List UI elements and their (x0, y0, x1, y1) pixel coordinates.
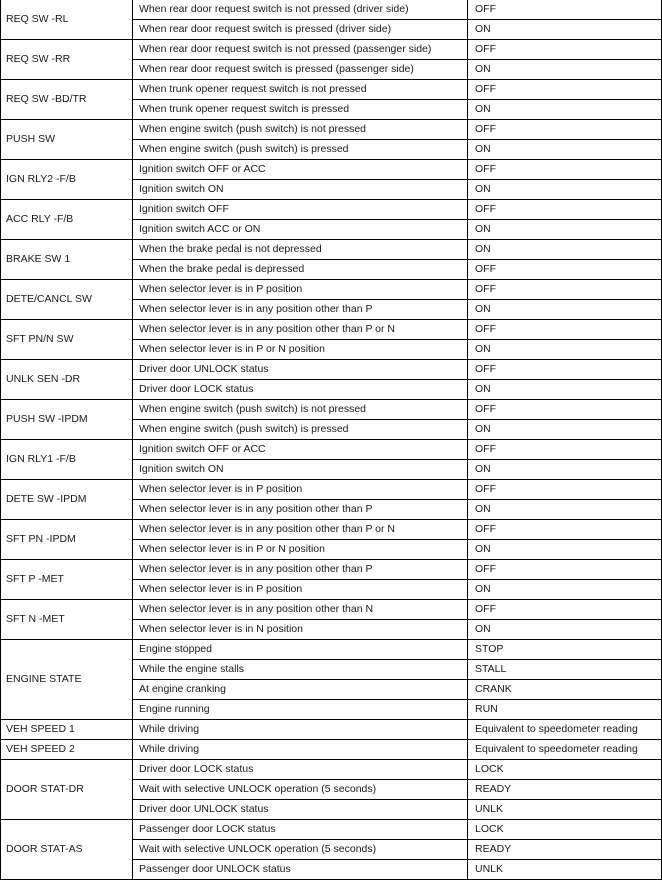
monitor-condition: When selector lever is in P position (133, 280, 468, 300)
monitor-value: ON (468, 380, 662, 400)
monitor-condition: When engine switch (push switch) is pressed (133, 140, 468, 160)
monitor-value: Equivalent to speedometer reading (468, 740, 662, 760)
monitor-value: ON (468, 500, 662, 520)
monitor-condition: Ignition switch ON (133, 180, 468, 200)
monitor-condition: When selector lever is in any position other than N (133, 600, 468, 620)
monitor-condition: When engine switch (push switch) is not pressed (133, 120, 468, 140)
table-row (1, 200, 662, 220)
monitor-condition: Ignition switch OFF or ACC (133, 440, 468, 460)
monitor-condition: When selector lever is in any position other than P (133, 560, 468, 580)
monitor-condition: When selector lever is in any position other than P (133, 500, 468, 520)
monitor-condition: Passenger door LOCK status (133, 820, 468, 840)
monitor-value: READY (468, 840, 662, 860)
monitor-item-name: SFT PN -IPDM (1, 520, 133, 560)
monitor-condition: When engine switch (push switch) is not pressed (133, 400, 468, 420)
monitor-value: ON (468, 180, 662, 200)
monitor-item-name: SFT N -MET (1, 600, 133, 640)
table-row (1, 400, 662, 420)
table-row (1, 120, 662, 140)
table-row (1, 40, 662, 60)
monitor-value: LOCK (468, 760, 662, 780)
monitor-item-name: ENGINE STATE (1, 640, 133, 720)
monitor-condition: At engine cranking (133, 680, 468, 700)
monitor-condition: When the brake pedal is not depressed (133, 240, 468, 260)
monitor-value: OFF (468, 260, 662, 280)
monitor-value: ON (468, 580, 662, 600)
monitor-value: UNLK (468, 860, 662, 880)
table-row (1, 520, 662, 540)
monitor-condition: When rear door request switch is pressed (driver side) (133, 20, 468, 40)
monitor-value: Equivalent to speedometer reading (468, 720, 662, 740)
monitor-value: RUN (468, 700, 662, 720)
monitor-value: CRANK (468, 680, 662, 700)
monitor-value: OFF (468, 560, 662, 580)
monitor-condition: When engine switch (push switch) is pressed (133, 420, 468, 440)
monitor-value: ON (468, 460, 662, 480)
monitor-condition: Ignition switch ON (133, 460, 468, 480)
monitor-condition: When selector lever is in P or N position (133, 340, 468, 360)
monitor-item-table-body (1, 0, 662, 880)
monitor-condition: Ignition switch OFF or ACC (133, 160, 468, 180)
monitor-condition: Driver door LOCK status (133, 760, 468, 780)
table-row (1, 320, 662, 340)
monitor-condition: When selector lever is in N position (133, 620, 468, 640)
table-row (1, 640, 662, 660)
monitor-item-name: VEH SPEED 1 (1, 720, 133, 740)
monitor-item-name: UNLK SEN -DR (1, 360, 133, 400)
monitor-value: OFF (468, 400, 662, 420)
monitor-condition: When rear door request switch is not pressed (driver side) (133, 0, 468, 20)
monitor-condition: When selector lever is in any position other than P (133, 300, 468, 320)
monitor-value: ON (468, 620, 662, 640)
monitor-item-name: DOOR STAT-DR (1, 760, 133, 820)
monitor-value: ON (468, 100, 662, 120)
monitor-value: ON (468, 540, 662, 560)
table-row (1, 0, 662, 20)
monitor-condition: Driver door UNLOCK status (133, 800, 468, 820)
table-row (1, 280, 662, 300)
monitor-condition: Driver door LOCK status (133, 380, 468, 400)
monitor-value: OFF (468, 600, 662, 620)
monitor-condition: When rear door request switch is not pressed (passenger side) (133, 40, 468, 60)
monitor-item-name: REQ SW -BD/TR (1, 80, 133, 120)
monitor-condition: When the brake pedal is depressed (133, 260, 468, 280)
monitor-item-name: PUSH SW (1, 120, 133, 160)
monitor-value: ON (468, 300, 662, 320)
monitor-value: ON (468, 60, 662, 80)
monitor-condition: Passenger door UNLOCK status (133, 860, 468, 880)
monitor-item-name: IGN RLY1 -F/B (1, 440, 133, 480)
monitor-value: UNLK (468, 800, 662, 820)
monitor-item-name: DETE/CANCL SW (1, 280, 133, 320)
monitor-item-name: PUSH SW -IPDM (1, 400, 133, 440)
monitor-condition: Ignition switch ACC or ON (133, 220, 468, 240)
monitor-condition: When rear door request switch is pressed (passenger side) (133, 60, 468, 80)
table-row (1, 480, 662, 500)
monitor-condition: When selector lever is in any position other than P or N (133, 520, 468, 540)
monitor-condition: Driver door UNLOCK status (133, 360, 468, 380)
table-row (1, 760, 662, 780)
monitor-value: OFF (468, 520, 662, 540)
monitor-condition: Engine stopped (133, 640, 468, 660)
monitor-value: OFF (468, 120, 662, 140)
table-row (1, 600, 662, 620)
monitor-value: ON (468, 340, 662, 360)
monitor-value: OFF (468, 320, 662, 340)
table-row (1, 360, 662, 380)
monitor-value: OFF (468, 480, 662, 500)
monitor-condition: When selector lever is in P or N position (133, 540, 468, 560)
monitor-condition: While driving (133, 740, 468, 760)
monitor-value: ON (468, 220, 662, 240)
table-row (1, 720, 662, 740)
monitor-condition: Engine running (133, 700, 468, 720)
monitor-condition: When selector lever is in P position (133, 480, 468, 500)
monitor-item-name: ACC RLY -F/B (1, 200, 133, 240)
monitor-value: OFF (468, 40, 662, 60)
monitor-condition: When trunk opener request switch is pressed (133, 100, 468, 120)
monitor-condition: Wait with selective UNLOCK operation (5 seconds) (133, 780, 468, 800)
monitor-item-name: REQ SW -RL (1, 0, 133, 40)
monitor-item-name: SFT PN/N SW (1, 320, 133, 360)
monitor-value: READY (468, 780, 662, 800)
table-row (1, 820, 662, 840)
monitor-value: OFF (468, 80, 662, 100)
table-row (1, 560, 662, 580)
monitor-condition: When selector lever is in any position other than P or N (133, 320, 468, 340)
monitor-condition: When selector lever is in P position (133, 580, 468, 600)
table-row (1, 160, 662, 180)
monitor-value: STALL (468, 660, 662, 680)
monitor-value: STOP (468, 640, 662, 660)
monitor-item-name: BRAKE SW 1 (1, 240, 133, 280)
monitor-condition: When trunk opener request switch is not pressed (133, 80, 468, 100)
monitor-item-name: IGN RLY2 -F/B (1, 160, 133, 200)
monitor-value: ON (468, 140, 662, 160)
monitor-value: OFF (468, 200, 662, 220)
monitor-condition: Ignition switch OFF (133, 200, 468, 220)
monitor-condition: Wait with selective UNLOCK operation (5 seconds) (133, 840, 468, 860)
monitor-value: ON (468, 420, 662, 440)
monitor-condition: While driving (133, 720, 468, 740)
monitor-item-name: DOOR STAT-AS (1, 820, 133, 880)
monitor-item-name: DETE SW -IPDM (1, 480, 133, 520)
monitor-condition: While the engine stalls (133, 660, 468, 680)
table-row (1, 740, 662, 760)
monitor-value: ON (468, 240, 662, 260)
monitor-item-name: VEH SPEED 2 (1, 740, 133, 760)
table-row (1, 240, 662, 260)
monitor-value: OFF (468, 280, 662, 300)
table-row (1, 80, 662, 100)
monitor-item-name: REQ SW -RR (1, 40, 133, 80)
monitor-value: OFF (468, 0, 662, 20)
table-row (1, 440, 662, 460)
monitor-item-name: SFT P -MET (1, 560, 133, 600)
monitor-value: ON (468, 20, 662, 40)
monitor-value: LOCK (468, 820, 662, 840)
monitor-value: OFF (468, 360, 662, 380)
monitor-value: OFF (468, 440, 662, 460)
monitor-value: OFF (468, 160, 662, 180)
